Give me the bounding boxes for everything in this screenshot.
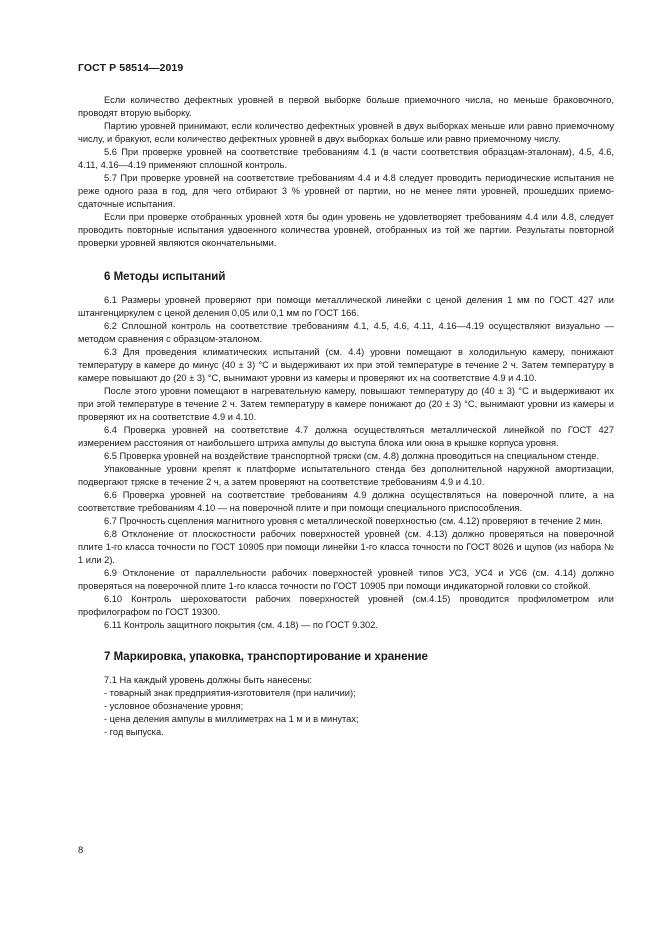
paragraph-6-10: 6.10 Контроль шероховатости рабочих поверхностей уровней (см.4.15) проводится профилометром или профилографом по ГОСТ 19300. — [78, 594, 614, 617]
paragraph-6-1: 6.1 Размеры уровней проверяют при помощи металлической линейки с ценой деления 1 мм по ГОСТ 427 или штангенциркулем с ценой деления 0,05 или 0,1 мм по ГОСТ 166. — [78, 295, 614, 318]
paragraph: Партию уровней принимают, если количество дефектных уровней в двух выборках меньше или равно приемочному числу, и бракуют, если количество дефектных уровней в двух выборках больше или равно приемочному числу. — [78, 121, 614, 144]
list-item: - условное обозначение уровня; — [104, 701, 244, 711]
paragraph-6-6: 6.6 Проверка уровней на соответствие требованиям 4.9 должна осуществляться на поверочной плите, а на соответствие требованиям 4.10 — на поверочной плите и при помощи специального приспособления. — [78, 490, 614, 513]
paragraph: После этого уровни помещают в нагревательную камеру, повышают температуру до (40 ± 3) °С и выдерживают их при этой температуре в течение 2 ч. Затем температуру в камере понижают до (20 ± 3) °С, вынимают уровни из камеры и проверяют их на соответствие 4.9 и 4.10. — [78, 386, 614, 422]
section-7-title: 7 Маркировка, упаковка, транспортирование и хранение — [104, 651, 428, 663]
paragraph-6-9: 6.9 Отклонение от параллельности рабочих поверхностей уровней типов УС3, УС4 и УС6 (см. 4.14) должно проверяться на поверочной плите 1-го класса точности по ГОСТ 10905 при помощи индикаторной головки со стойкой. — [78, 568, 614, 591]
document-code-header: ГОСТ Р 58514—2019 — [78, 62, 184, 74]
paragraph: 5.7 При проверке уровней на соответствие требованиям 4.4 и 4.8 следует проводить периодические испытания не реже одного раза в год, для чего отбирают 3 % уровней от партии, но не менее пяти уровней, прошедших приемо-сдаточные испытания. — [78, 173, 614, 209]
paragraph-6-3: 6.3 Для проведения климатических испытаний (см. 4.4) уровни помещают в холодильную камеру, понижают температуру в камере до минус (40 ± 3) °С и выдерживают их при этой температуре в течение 2 ч. Затем температуру в камере повышают до (20 ± 3) °С, вынимают уровни из камеры и проверяют их на соответствие 4.9 и 4.10. — [78, 347, 614, 383]
paragraph-6-8: 6.8 Отклонение от плоскостности рабочих поверхностей уровней (см. 4.13) должно проверяться на поверочной плите 1-го класса точности по ГОСТ 10905 при помощи линейки 1-го класса точности по ГОСТ 8026 и щупов (из набора № 1 или 2). — [78, 529, 614, 565]
paragraph: 5.6 При проверке уровней на соответствие требованиям 4.1 (в части соответствия образцам-эталонам), 4.5, 4.6, 4.11, 4.16—4.19 применяют сплошной контроль. — [78, 147, 614, 170]
paragraph-6-5: 6.5 Проверка уровней на воздействие транспортной тряски (см. 4.8) должна проводиться на специальном стенде. — [104, 451, 600, 461]
paragraph: Если количество дефектных уровней в первой выборке больше приемочного числа, но меньше браковочного, проводят вторую выборку. — [78, 95, 614, 118]
paragraph-6-4: 6.4 Проверка уровней на соответствие 4.7 должна осуществляться металлической линейкой по ГОСТ 427 измерением расстояния от наибольшего штриха ампулы до выступа блока или окна в крышке корпуса уровня. — [78, 425, 614, 448]
list-item: - товарный знак предприятия-изготовителя (при наличии); — [104, 688, 356, 698]
paragraph-6-7: 6.7 Прочность сцепления магнитного уровня с металлической поверхностью (см. 4.12) проверяют в течение 2 мин. — [104, 516, 603, 526]
paragraph-6-2: 6.2 Сплошной контроль на соответствие требованиям 4.1, 4.5, 4.6, 4.11, 4.16—4.19 осуществляют визуально — методом сравнения с образцом-эталоном. — [78, 321, 614, 344]
section-6-title: 6 Методы испытаний — [104, 271, 226, 283]
document-body — [78, 94, 614, 739]
paragraph-6-11: 6.11 Контроль защитного покрытия (см. 4.18) — по ГОСТ 9.302. — [104, 620, 378, 630]
page-number: 8 — [78, 845, 84, 856]
list-item: - цена деления ампулы в миллиметрах на 1 м и в минутах; — [104, 714, 359, 724]
list-item: - год выпуска. — [104, 727, 164, 737]
paragraph: Если при проверке отобранных уровней хотя бы один уровень не удовлетворяет требованиям 4.4 или 4.8, следует проводить повторные испытания удвоенного количества уровней, отобранных из той же партии. Результаты повторной проверки уровней являются окончательными. — [78, 212, 614, 248]
paragraph: Упакованные уровни крепят к платформе испытательного стенда без дополнительной наружной амортизации, подвергают тряске в течение 2 ч, а затем проверяют на соответствие требованиям 4.9 и 4.10. — [78, 464, 614, 487]
paragraph-7-1: 7.1 На каждый уровень должны быть нанесены: — [104, 675, 312, 685]
